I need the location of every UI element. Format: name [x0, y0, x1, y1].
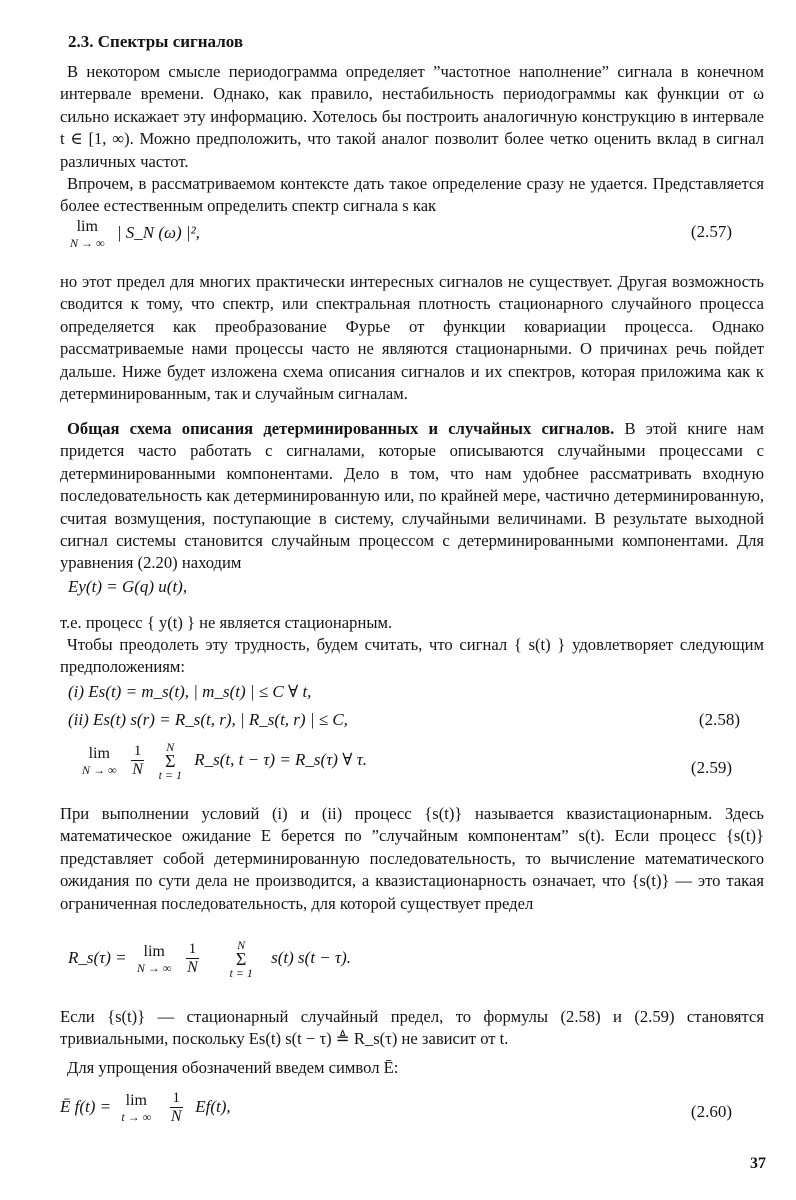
condition-i: (i) Es(t) = m_s(t), | m_s(t) | ≤ C ∀ t, [68, 682, 312, 701]
equation-2-59 [60, 740, 764, 782]
paragraph-2: Впрочем, в рассматриваемом контексте дать такое определение сразу не удается. Представляется более естественным определить спектр сигнала s как [60, 174, 764, 216]
condition-ii: (ii) Es(t) s(r) = R_s(t, r), | R_s(t, r) | ≤ C, (2.58) [68, 710, 740, 729]
limit-operator: lim N → ∞ [82, 744, 117, 777]
equation-number: (2.57) [690, 222, 732, 241]
fraction: $\frac{1}{N}$ [170, 1090, 182, 1125]
section-title: 2.3. Спектры сигналов [68, 32, 243, 51]
equation-number: (2.59) [690, 758, 732, 777]
paragraph-6: Чтобы преодолеть эту трудность, будем считать, что сигнал { s(t) } удовлетворяет следующим предположениям: [60, 635, 764, 677]
equation-expression: | S_N (ω) |², [116, 223, 200, 243]
paragraph-5: т.е. процесс { y(t) } не является стационарным. [60, 613, 393, 632]
paragraph-4-text: В этой книге нам придется часто работать с сигналами, которые описываются случайными процессами с детерминированными компонентами. Дело в том, что нам удобнее рассматривать входную последовательность как детерминированную или, по крайней мере, частично детерминированную, считая возмущения, поступающие в систему, случайными величинами. В результате выходной сигнал системы становится случайным процессом с детерминированными компонентами. Для уравнения (2.20) находим [60, 419, 764, 573]
fraction: $\frac{1}{N}$ [187, 941, 198, 976]
equation-expression: Ef(t), [195, 1096, 231, 1116]
page-number: 37 [750, 1155, 766, 1172]
paragraph-3: но этот предел для многих практически интересных сигналов не существует. Другая возможность сводится к тому, что спектр, или спектральная плотность стационарного случайного процесса определяется как преобразование Фурье от функции ковариации процесса. Однако рассматриваемые нами процессы часто не являются стационарными. О причинах речь пойдет дальше. Ниже будет изложена схема описания сигналов и их спектров, которая приложима как к детерминированным, так и случайным сигналам. [60, 272, 764, 404]
limit-operator: lim N → ∞ [136, 942, 172, 975]
paragraph-8: Если {s(t)} — стационарный случайный предел, то формулы (2.58) и (2.59) становятся тривиальными, поскольку Es(t) s(t − τ) ≜ R_s(τ) не зависит от t. [60, 1007, 764, 1049]
limit-operator: lim N → ∞ [70, 218, 105, 250]
sum-operator: N Σ t = 1 [158, 740, 182, 782]
paragraph-7: При выполнении условий (i) и (ii) процесс {s(t)} называется квазистационарным. Здесь математическое ожидание E берется по ”случайным компонентам” s(t). Если процесс {s(t)} представляет собой детерминированную последовательность, то вычисление математического ожидания по сути дела не производится, а квазистационарность означает, что {s(t)} — это такая ограниченная последовательность, для которой существует предел [60, 804, 764, 913]
equation-number: (2.58) [698, 710, 740, 729]
equation-2-57 [60, 218, 764, 251]
paragraph-4-heading: Общая схема описания детерминированных и случайных сигналов. [67, 419, 615, 438]
equation-expression: s(t) s(t − τ). [271, 947, 352, 967]
equation-expression: R_s(t, t − τ) = R_s(τ) ∀ τ. [194, 749, 368, 769]
fraction: $\frac{1}{N}$ [132, 743, 143, 778]
equation-ey: Ey(t) = G(q) u(t), [68, 577, 188, 596]
sum-operator: N Σ t = 1 [229, 938, 253, 980]
equation-rs: R_s(τ) = lim N → ∞ $\frac{1}{N}$ N Σ t = 1 s(t) s(t − τ). [68, 938, 352, 980]
limit-operator: lim t → ∞ [121, 1091, 152, 1124]
equation-number: (2.60) [690, 1102, 732, 1121]
paragraph-1: В некотором смысле периодограмма определяет ”частотное наполнение” сигнала в конечном интервале времени. Однако, как правило, нестабильность периодограммы как функции от ω сильно искажает эту информацию. Хотелось бы построить аналогичную конструкцию в интервале t ∈ [1, ∞). Можно предположить, что такой аналог позволит более четко оценить вклад в сигнал различных частот. [60, 62, 764, 171]
equation-2-60: Ē f(t) = lim t → ∞ $\frac{1}{N}$ Ef(t), (2.60) [60, 1090, 732, 1125]
paragraph-4 [60, 418, 764, 575]
paragraph-9: Для упрощения обозначений введем символ Ē: [67, 1058, 399, 1077]
